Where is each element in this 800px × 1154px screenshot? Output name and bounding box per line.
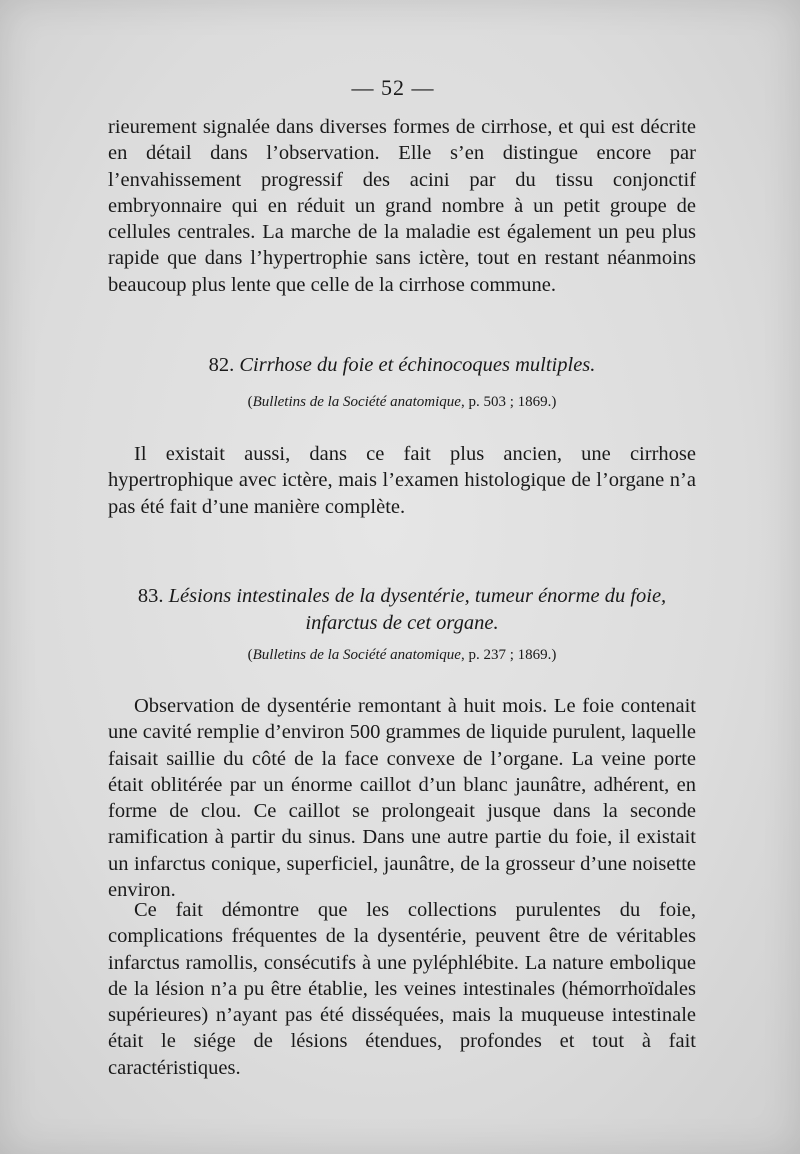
citation-journal: Bulletins de la Société anatomique (252, 647, 461, 663)
section-82-body (108, 441, 696, 520)
citation-82 (108, 392, 696, 412)
paragraph-text: Ce fait démontre que les collections purulentes du foie, complications fréquentes de la dysentérie, peuvent être de véritables infarctus ramollis, consécutifs à une pyléphlébite. La nature embolique de la lésion n’a pu être établie, les veines intestinales (hémorrhoïdales supérieures) n’ayant pas été disséquées, mais la muqueuse intestinale était le siége de lésions étendues, profondes et tout à fait caractéristiques. (108, 899, 696, 1079)
citation-open: ( (247, 647, 253, 663)
citation-details: , p. 237 ; 1869.) (460, 647, 557, 663)
section-number: 82. (208, 354, 235, 376)
citation-open: ( (247, 394, 253, 410)
page-number: — 52 — (351, 75, 435, 100)
paragraph-continuation (108, 114, 696, 298)
paragraph-text: Observation de dysentérie remontant à huit mois. Le foie contenait une cavité remplie d’environ 500 grammes de liquide purulent, laquelle faisait saillie du côté de la face convexe de l’organe. La veine porte était oblitérée par un énorme caillot d’un blanc jaunâtre, adhérent, en forme de clou. Ce caillot se prolongeait jusque dans la seconde ramification à partir du sinus. Dans une autre partie du foie, il existait un infarctus conique, superficiel, jaunâtre, de la grosseur d’une noisette environ. (108, 695, 696, 902)
paragraph-text: Il existait aussi, dans ce fait plus ancien, une cirrhose hypertrophique avec ictère, mais l’examen histologique de l’organe n’a pas été fait d’une manière complète. (108, 443, 696, 518)
citation-details: , p. 503 ; 1869.) (460, 394, 557, 410)
section-title: Cirrhose du foie et échinocoques multiples. (239, 354, 596, 376)
section-heading-82 (108, 352, 696, 379)
citation-83 (108, 645, 696, 665)
section-83-body-1 (108, 693, 696, 903)
section-number: 83. (137, 585, 164, 607)
section-83-body-2 (108, 897, 696, 1081)
section-title-line-1: Lésions intestinales de la dysentérie, tumeur énorme du foie, (168, 585, 667, 607)
paragraph-text: rieurement signalée dans diverses formes de cirrhose, et qui est décrite en détail dans l’observation. Elle s’en distingue encore par l’envahissement progressif des acini par du tissu conjonctif embryonnaire qui en réduit un grand nombre à un petit groupe de cellules centrales. La marche de la maladie est également un peu plus rapide que dans l’hypertrophie sans ictère, tout en restant néanmoins beaucoup plus lente que celle de la cirrhose commune. (108, 116, 696, 296)
citation-journal: Bulletins de la Société anatomique (252, 394, 461, 410)
section-title-line-2: infarctus de cet organe. (305, 611, 499, 634)
section-heading-83 (108, 583, 696, 636)
